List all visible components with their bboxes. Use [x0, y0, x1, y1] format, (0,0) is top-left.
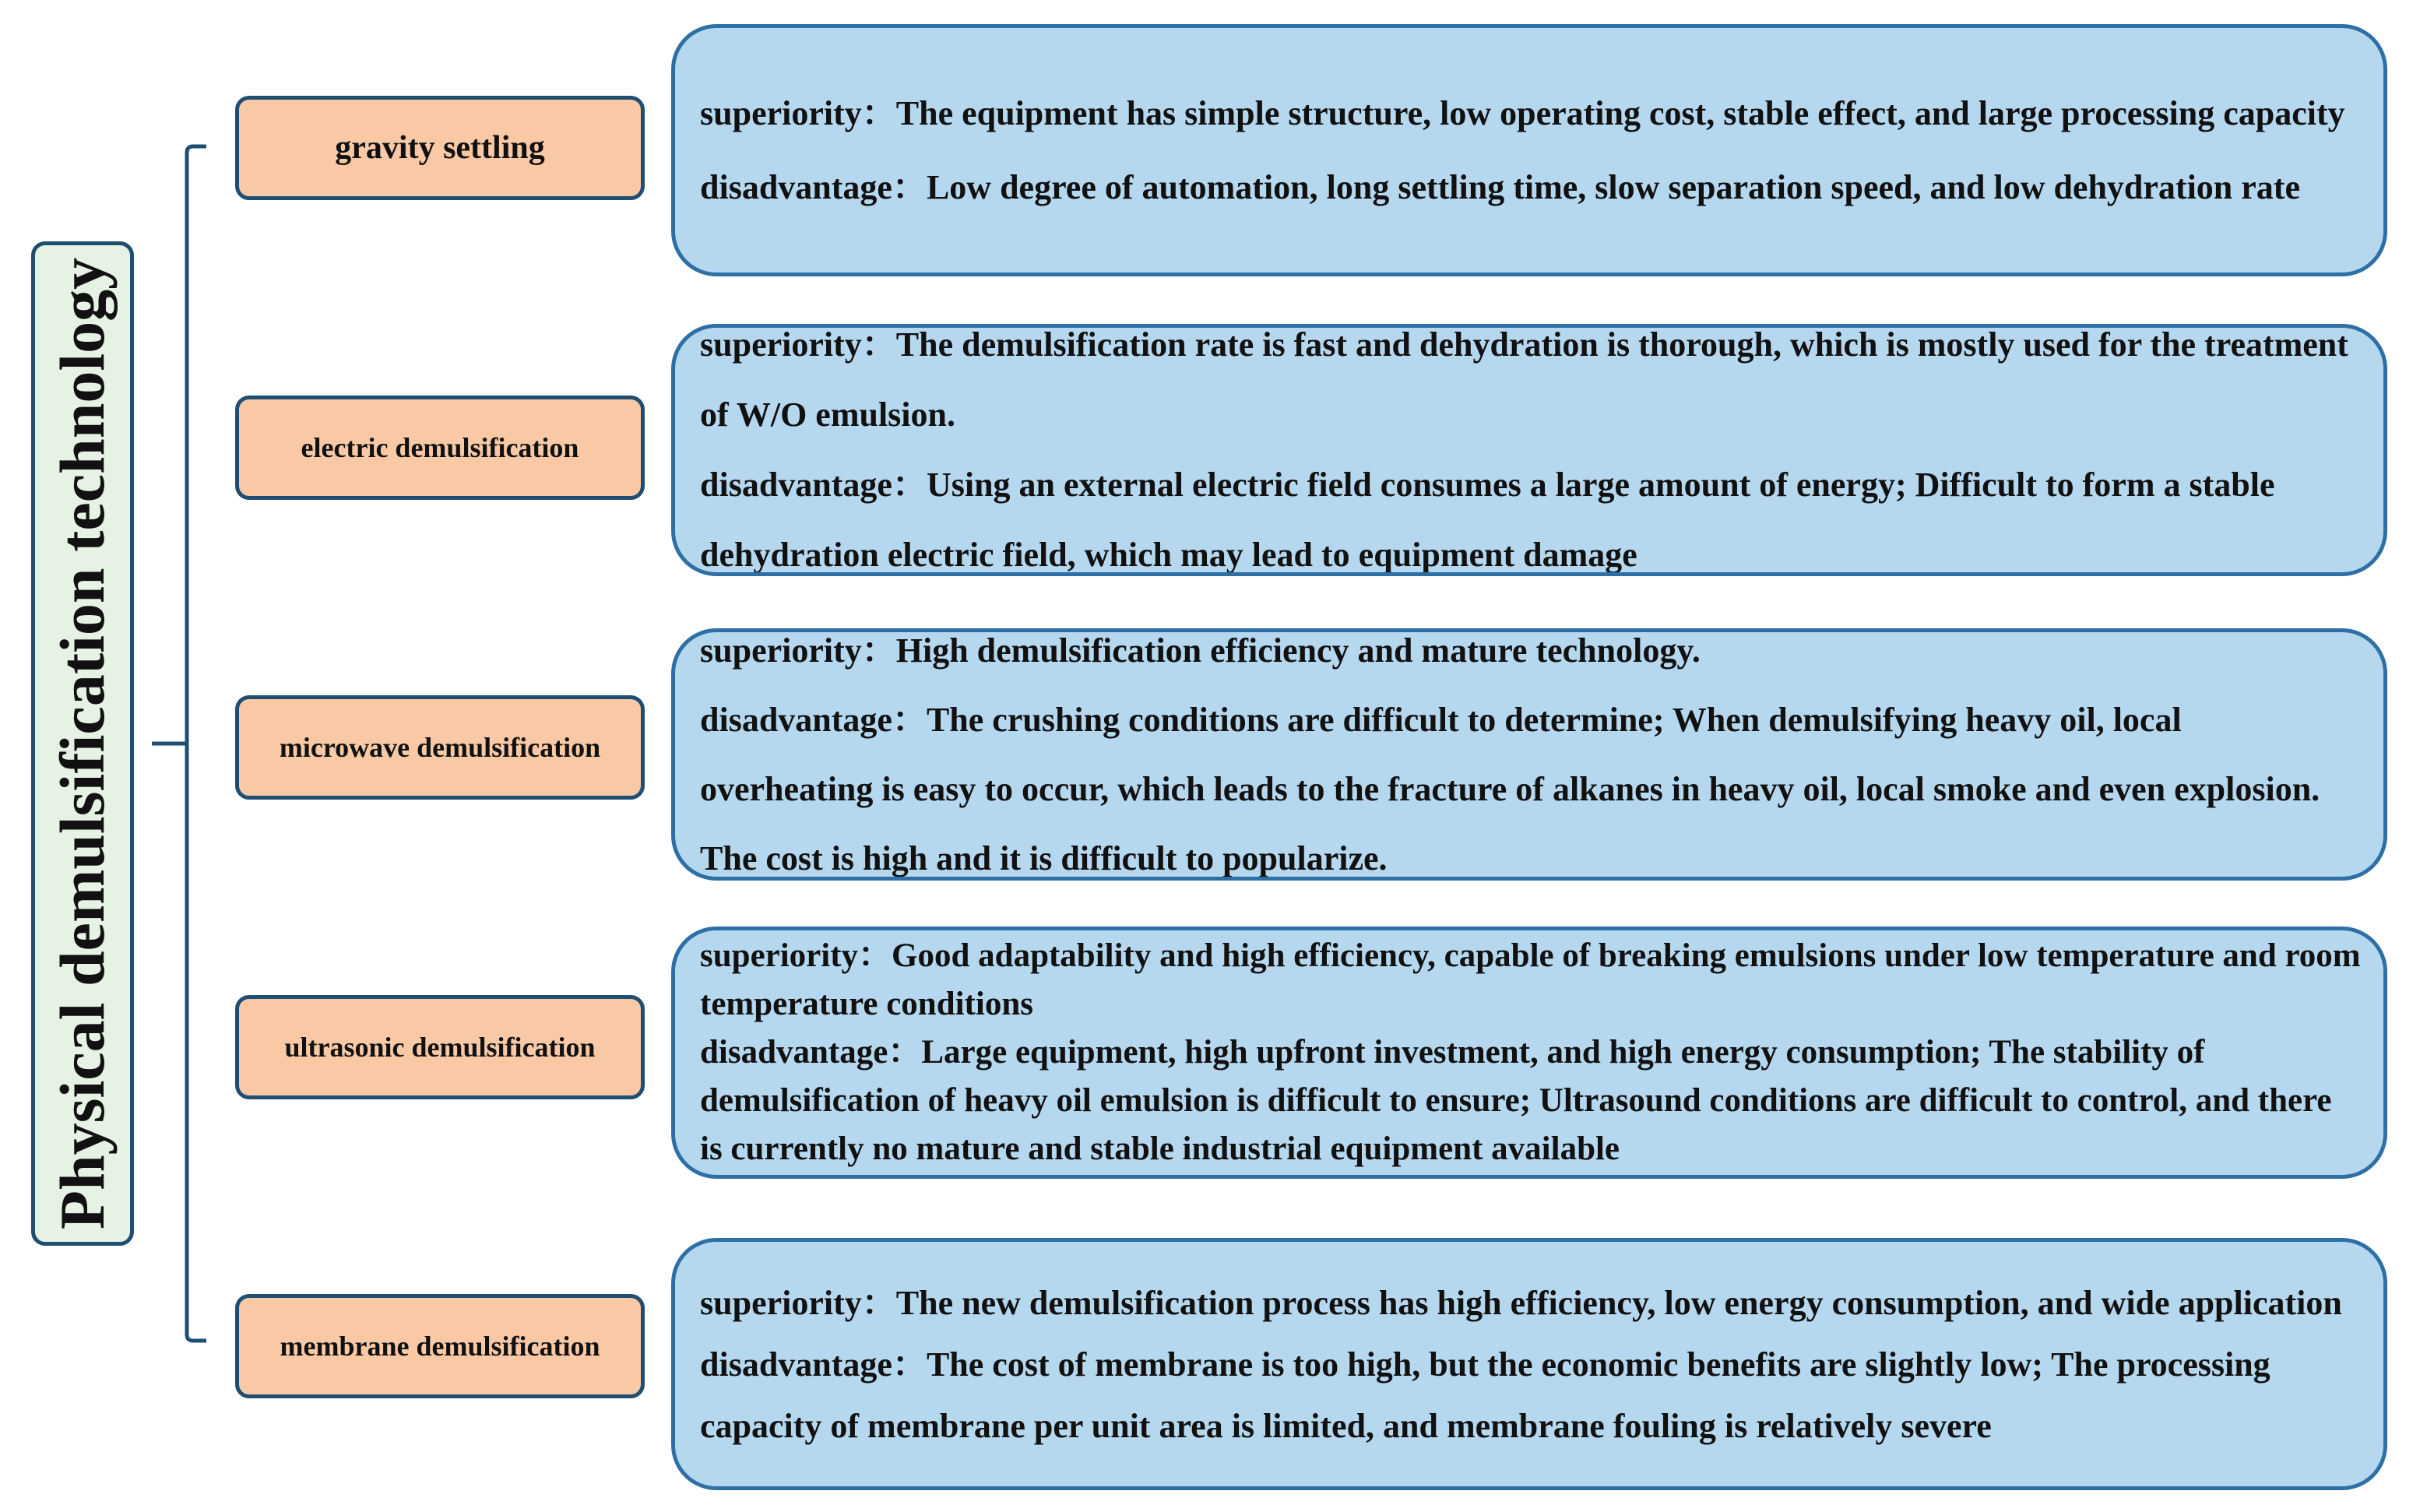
description-node: [671, 1238, 2387, 1490]
disadvantage-label: disadvantage：: [700, 701, 927, 739]
method-node: [235, 396, 645, 500]
method-node: [235, 96, 645, 200]
superiority-value: High demulsification efficiency and mature technology.: [895, 631, 1701, 670]
superiority-text: [700, 1272, 2362, 1334]
superiority-label: superiority：: [700, 325, 896, 364]
method-node: [235, 995, 645, 1099]
method-node: [235, 695, 645, 800]
superiority-value: The demulsification rate is fast and dehydration is thorough, which is mostly used for the treatment of W/O emulsion.: [700, 325, 2348, 434]
method-node-label: microwave demulsification: [279, 732, 601, 763]
disadvantage-value: Low degree of automation, long settling time, slow separation speed, and low dehydration rate: [926, 168, 2300, 206]
superiority-value: The equipment has simple structure, low operating cost, stable effect, and large processing capacity: [895, 94, 2345, 132]
method-node-label: ultrasonic demulsification: [284, 1032, 596, 1063]
superiority-text: [700, 324, 2362, 450]
disadvantage-label: disadvantage：: [700, 168, 927, 206]
disadvantage-value: Large equipment, high upfront investment, and high energy consumption; The stability of demulsification of heavy oil emulsion is difficult to ensure; Ultrasound conditions are difficult to control, and there is currently no mature and stable industrial equipment available: [700, 1034, 2332, 1167]
disadvantage-label: disadvantage：: [700, 1345, 927, 1384]
connector-bracket: [187, 146, 206, 1341]
disadvantage-text: [700, 1334, 2362, 1457]
disadvantage-value: Using an external electric field consumes a large amount of energy; Difficult to form a stable dehydration electric field, which may lead to equipment damage: [700, 466, 2275, 574]
superiority-text: [700, 76, 2362, 150]
superiority-label: superiority：: [700, 937, 892, 974]
disadvantage-value: The crushing conditions are difficult to determine; When demulsifying heavy oil, local overheating is easy to occur, which leads to the fracture of alkanes in heavy oil, local smoke and even explosion. The cost is high and it is difficult to popularize.: [700, 701, 2320, 877]
description-node: [671, 324, 2387, 576]
method-node-label: electric demulsification: [301, 432, 579, 463]
root-node-label: Physical demulsification technology: [47, 257, 118, 1230]
disadvantage-text: [700, 1029, 2362, 1173]
superiority-label: superiority：: [700, 94, 896, 132]
superiority-text: [700, 628, 2362, 685]
superiority-value: Good adaptability and high efficiency, capable of breaking emulsions under low temperature and room temperature conditions: [700, 937, 2361, 1022]
method-node-label: gravity settling: [335, 130, 545, 166]
method-node: [235, 1294, 645, 1398]
disadvantage-text: [700, 450, 2362, 576]
disadvantage-label: disadvantage：: [700, 1034, 922, 1071]
superiority-label: superiority：: [700, 631, 896, 670]
method-node-label: membrane demulsification: [280, 1331, 600, 1362]
disadvantage-text: [700, 150, 2362, 224]
description-node: [671, 628, 2387, 881]
disadvantage-value: The cost of membrane is too high, but the economic benefits are slightly low; The processing capacity of membrane per unit area is limited, and membrane fouling is relatively severe: [700, 1345, 2271, 1445]
root-node: [31, 241, 134, 1246]
disadvantage-text: [700, 685, 2362, 881]
superiority-value: The new demulsification process has high efficiency, low energy consumption, and wide application: [895, 1283, 2342, 1322]
disadvantage-label: disadvantage：: [700, 466, 927, 504]
description-node: [671, 927, 2387, 1179]
superiority-text: [700, 932, 2362, 1029]
superiority-label: superiority：: [700, 1283, 896, 1322]
description-node: [671, 24, 2387, 276]
